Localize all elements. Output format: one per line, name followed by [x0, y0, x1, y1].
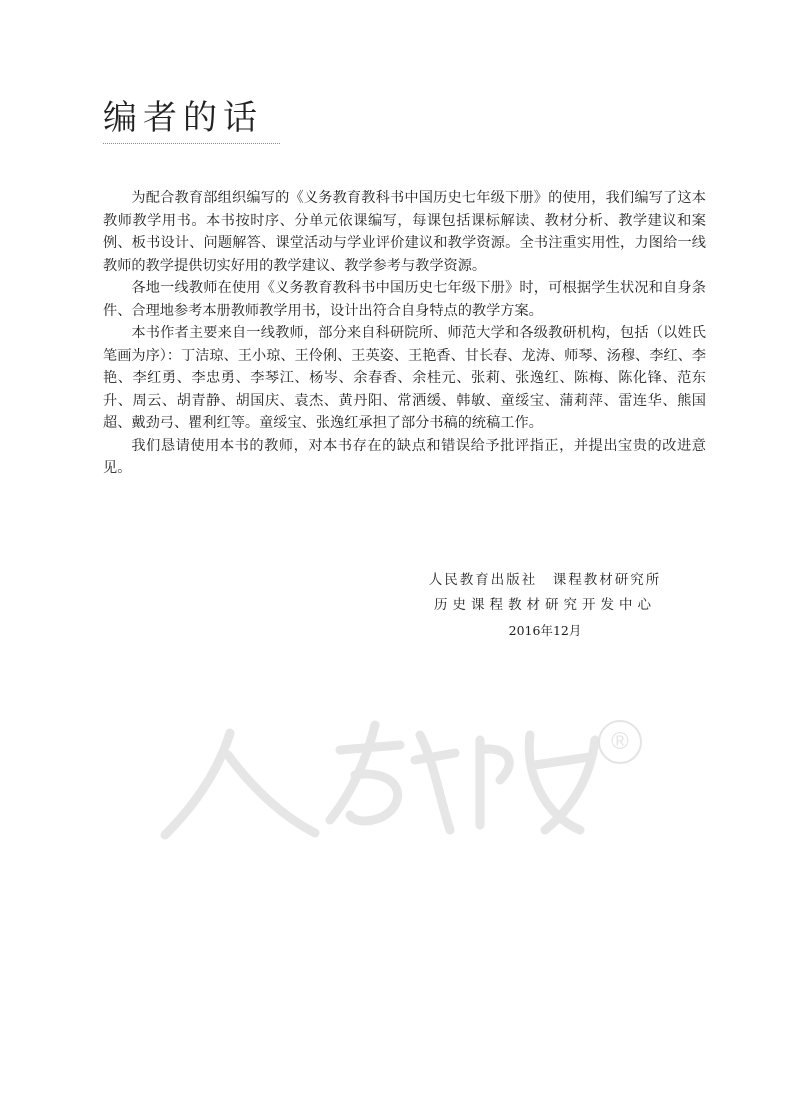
publication-date: 2016年12月 [508, 623, 582, 638]
paragraph-feedback: 我们恳请使用本书的教师，对本书存在的缺点和错误给予批评指正，并提出宝贵的改进意见。 [103, 437, 706, 476]
research-center-name: 历史课程教材研究开发中心 [434, 597, 656, 613]
paragraph-authors: 本书作者主要来自一线教师，部分来自科研院所、师范大学和各级教研机构，包括（以姓氏笔画为序）：丁洁琼、王小琼、王伶俐、王英姿、王艳香、甘长春、龙涛、师琴、汤穆、李红、李艳、李红勇、李忠勇、李琴江、杨岑、余春香、余桂元、张莉、张逸红、陈梅、陈化锋、范东升、周云、胡青静、胡国庆、袁杰、黄丹阳、常洒缓、韩敏、童绥宝、蒲莉萍、雷连华、熊国超、戴劲弓、瞿利红等。童绥宝、张逸红承担了部分书稿的统稿工作。 [103, 325, 706, 431]
paragraph-usage: 各地一线教师在使用《义务教育教科书中国历史七年级下册》时，可根据学生状况和自身条件、合理地参考本册教师教学用书，设计出符合自身特点的教学方案。 [103, 280, 706, 319]
paragraph-purpose: 为配合教育部组织编写的《义务教育教科书中国历史七年级下册》的使用，我们编写了这本教师教学用书。本书按时序、分单元依课编写，每课包括课标解读、教材分析、教学建议和案例、板书设计、问题解答、课堂活动与学业评价建议和教学资源。全书注重实用性，力图给一线教师的教学提供切实好用的教学建议、教学参考与教学资源。 [103, 190, 706, 274]
watermark-logo [150, 705, 650, 855]
preface-body [103, 187, 706, 480]
signature-block [380, 568, 710, 643]
page-title: 编者的话 [103, 98, 263, 138]
registered-trademark-icon: ® [598, 720, 642, 764]
title-underline [103, 143, 280, 144]
publisher-name: 人民教育出版社 课程教材研究所 [428, 572, 662, 588]
